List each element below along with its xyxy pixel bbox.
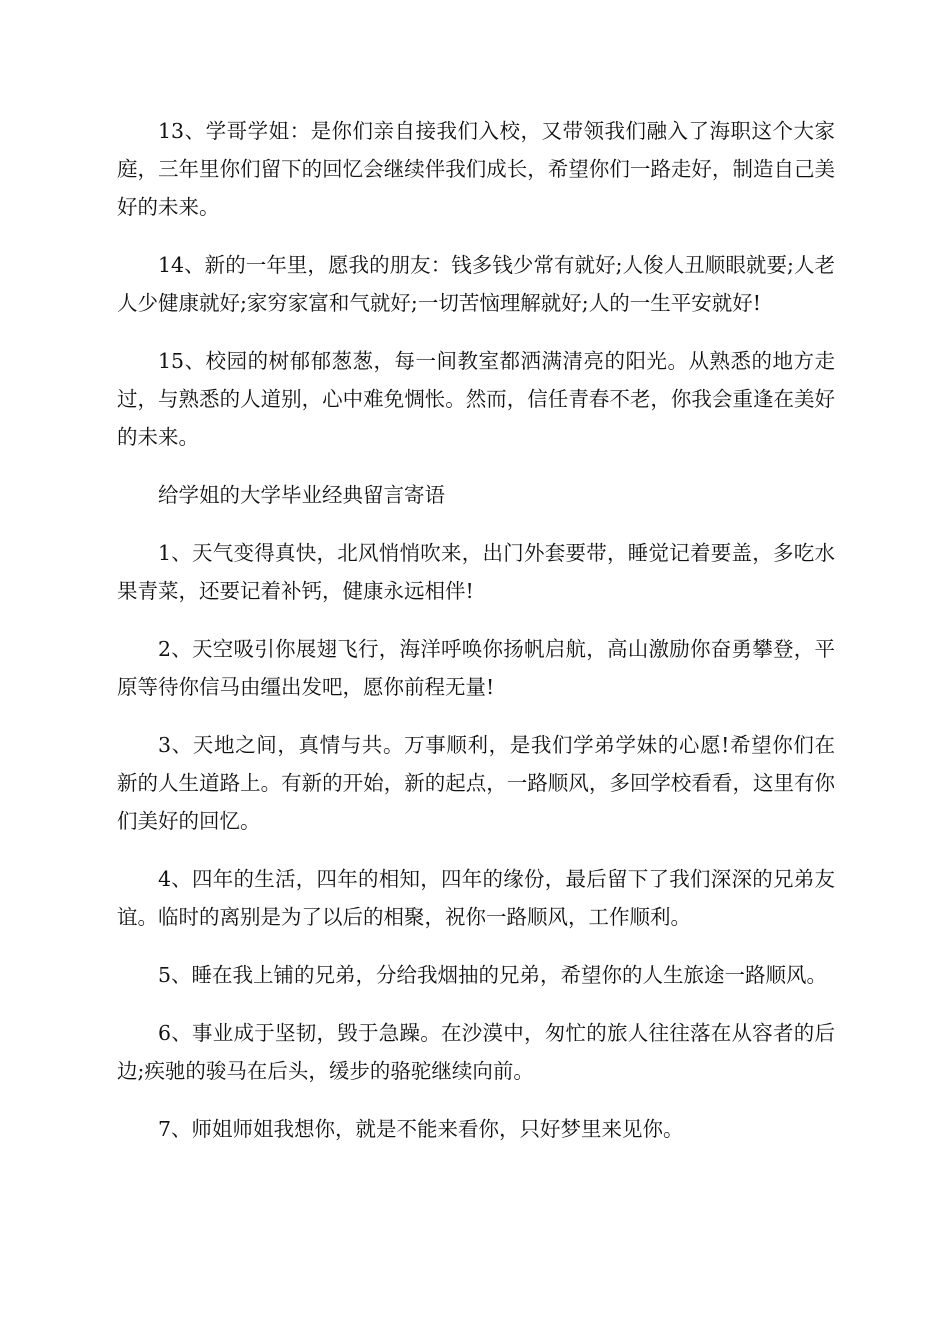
- paragraph-13: 13、学哥学姐：是你们亲自接我们入校，又带领我们融入了海职这个大家庭，三年里你们留下的回忆会继续伴我们成长，希望你们一路走好，制造自己美好的未来。: [117, 119, 835, 219]
- document-body: [117, 112, 835, 1168]
- paragraph-1: 1、天气变得真快，北风悄悄吹来，出门外套要带，睡觉记着要盖，多吃水果青菜，还要记着补钙，健康永远相伴!: [117, 541, 835, 603]
- paragraph-5: 5、睡在我上铺的兄弟，分给我烟抽的兄弟，希望你的人生旅途一路顺风。: [158, 963, 828, 987]
- paragraph-2: 2、天空吸引你展翅飞行，海洋呼唤你扬帆启航，高山激励你奋勇攀登，平原等待你信马由缰出发吧，愿你前程无量!: [117, 637, 835, 699]
- paragraph-7: 7、师姐师姐我想你，就是不能来看你，只好梦里来见你。: [158, 1117, 684, 1141]
- section-heading: 给学姐的大学毕业经典留言寄语: [158, 483, 445, 507]
- paragraph-15: 15、校园的树郁郁葱葱，每一间教室都洒满清亮的阳光。从熟悉的地方走过，与熟悉的人道别，心中难免惆怅。然而，信任青春不老，你我会重逢在美好的未来。: [117, 349, 835, 449]
- paragraph-6: 6、事业成于坚韧，毁于急躁。在沙漠中，匆忙的旅人往往落在从容者的后边;疾驰的骏马在后头，缓步的骆驼继续向前。: [117, 1021, 835, 1083]
- paragraph-14: 14、新的一年里，愿我的朋友：钱多钱少常有就好;人俊人丑顺眼就要;人老人少健康就好;家穷家富和气就好;一切苦恼理解就好;人的一生平安就好!: [117, 253, 835, 315]
- paragraph-4: 4、四年的生活，四年的相知，四年的缘份，最后留下了我们深深的兄弟友谊。临时的离别是为了以后的相聚，祝你一路顺风，工作顺利。: [117, 867, 835, 929]
- paragraph-3: 3、天地之间，真情与共。万事顺利，是我们学弟学妹的心愿!希望你们在新的人生道路上。有新的开始，新的起点，一路顺风，多回学校看看，这里有你们美好的回忆。: [117, 733, 835, 833]
